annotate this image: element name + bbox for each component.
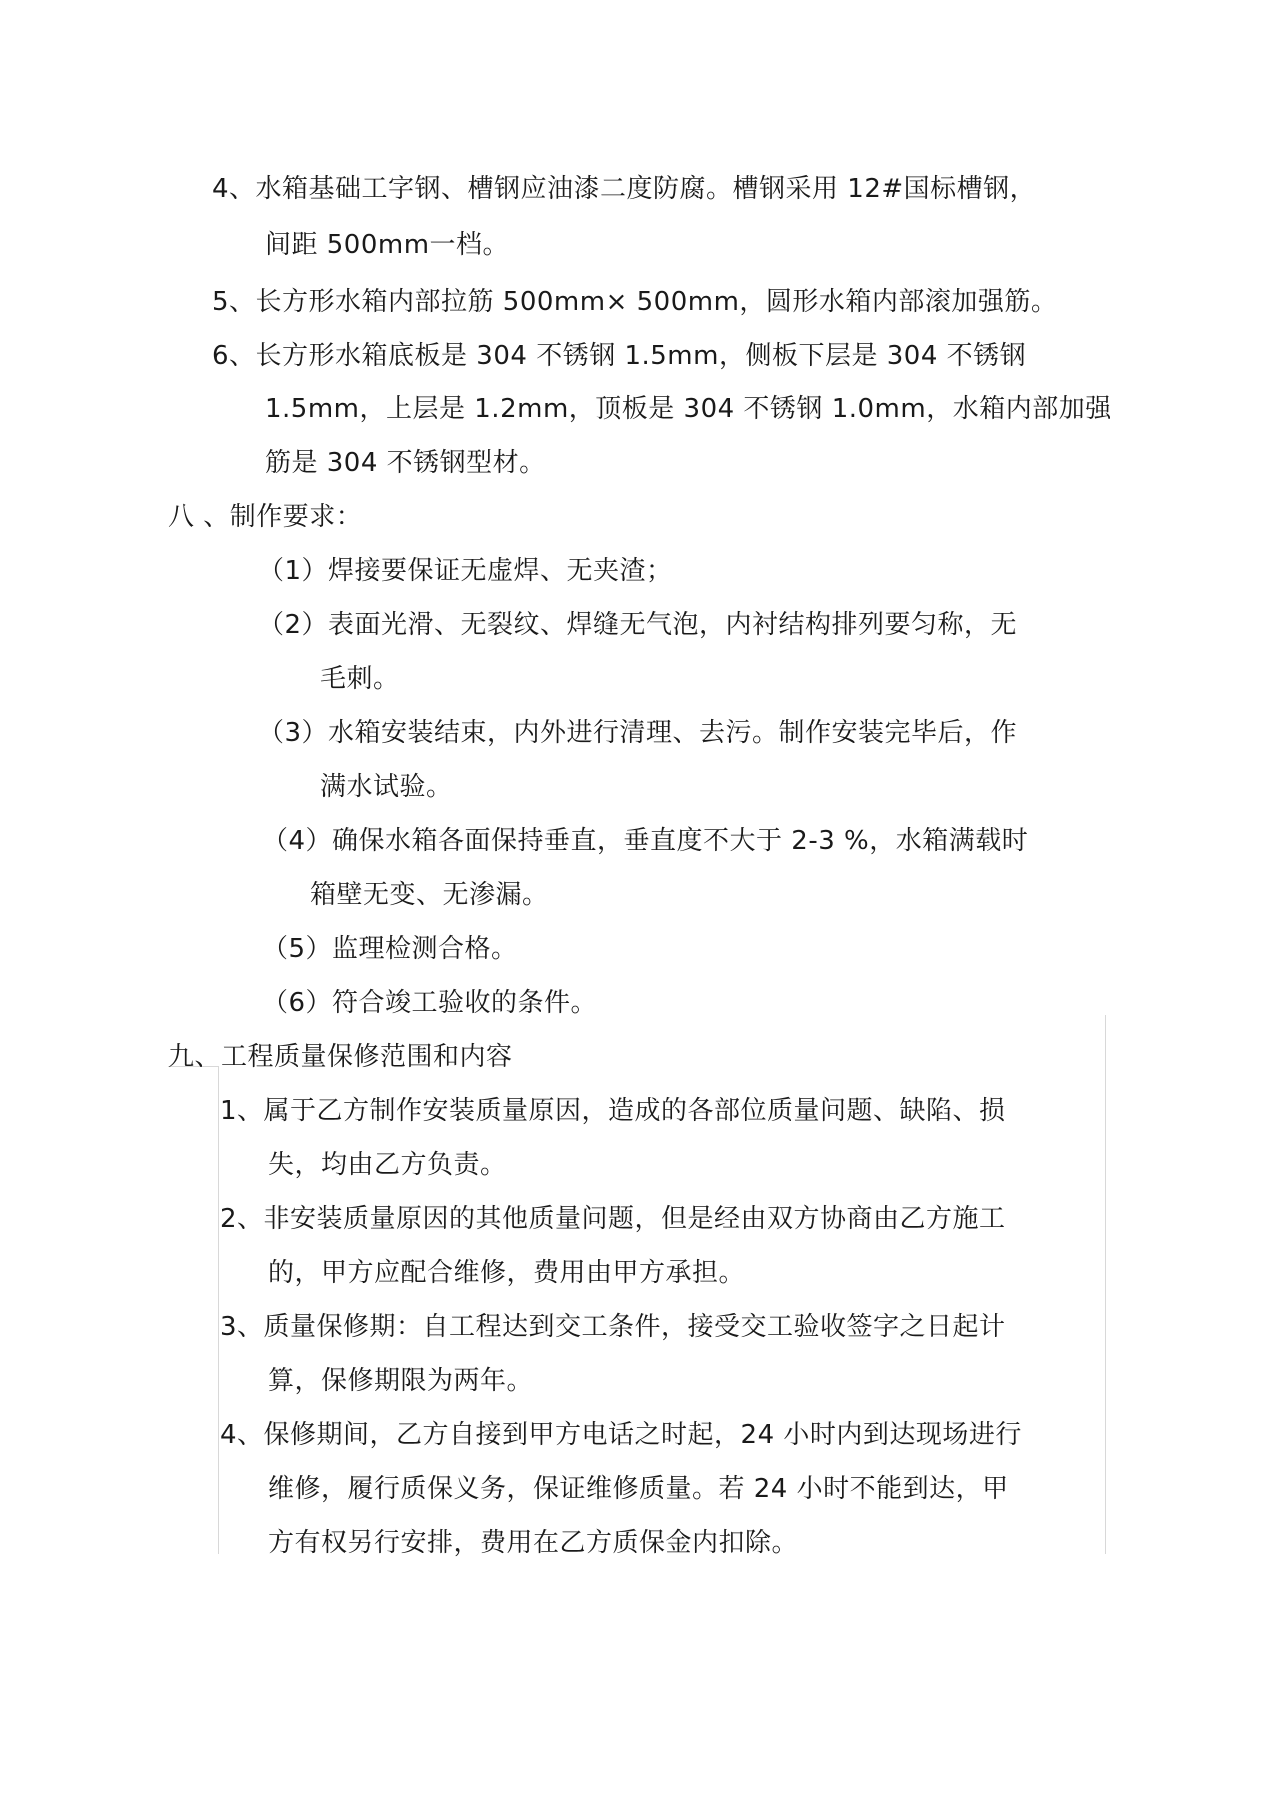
warranty-4-line-1: 4、保修期间，乙方自接到甲方电话之时起，24 小时内到达现场进行 xyxy=(220,1420,1022,1450)
warranty-2-line-1: 2、非安装质量原因的其他质量问题，但是经由双方协商由乙方施工 xyxy=(220,1204,1006,1234)
frame-right-line xyxy=(1105,1015,1106,1554)
frame-left-line xyxy=(218,1066,219,1554)
item-6-line-3: 筋是 304 不锈钢型材。 xyxy=(265,448,546,478)
item-6-line-1: 6、长方形水箱底板是 304 不锈钢 1.5mm，侧板下层是 304 不锈钢 xyxy=(212,341,1027,371)
req-6-line-1: （6）符合竣工验收的条件。 xyxy=(262,988,598,1018)
warranty-2-line-2: 的，甲方应配合维修，费用由甲方承担。 xyxy=(268,1258,746,1288)
req-4-line-1: （4）确保水箱各面保持垂直，垂直度不大于 2-3 %，水箱满载时 xyxy=(262,826,1029,856)
req-3-line-2: 满水试验。 xyxy=(320,772,453,802)
warranty-1-line-1: 1、属于乙方制作安装质量原因，造成的各部位质量问题、缺陷、损 xyxy=(220,1096,1006,1126)
req-2-line-1: （2）表面光滑、无裂纹、焊缝无气泡，内衬结构排列要匀称，无 xyxy=(258,610,1018,640)
warranty-4-line-2: 维修，履行质保义务，保证维修质量。若 24 小时不能到达，甲 xyxy=(268,1474,1009,1504)
item-6-line-2: 1.5mm，上层是 1.2mm，顶板是 304 不锈钢 1.0mm，水箱内部加强 xyxy=(265,394,1112,424)
section-8-heading: 八 、制作要求： xyxy=(168,502,363,532)
warranty-4-line-3: 方有权另行安排，费用在乙方质保金内扣除。 xyxy=(268,1528,799,1558)
req-2-line-2: 毛刺。 xyxy=(320,664,400,694)
warranty-3-line-2: 算，保修期限为两年。 xyxy=(268,1366,534,1396)
item-4-line-2: 间距 500mm一档。 xyxy=(265,230,510,260)
req-3-line-1: （3）水箱安装结束，内外进行清理、去污。制作安装完毕后，作 xyxy=(258,718,1018,748)
warranty-1-line-2: 失，均由乙方负责。 xyxy=(268,1150,507,1180)
item-5-line-1: 5、长方形水箱内部拉筋 500mm× 500mm，圆形水箱内部滚加强筋。 xyxy=(212,287,1058,317)
req-1-line-1: （1）焊接要保证无虚焊、无夹渣； xyxy=(258,556,673,586)
req-4-line-2: 箱壁无变、无渗漏。 xyxy=(310,880,549,910)
req-5-line-1: （5）监理检测合格。 xyxy=(262,934,518,964)
warranty-3-line-1: 3、质量保修期：自工程达到交工条件，接受交工验收签字之日起计 xyxy=(220,1312,1006,1342)
section-9-heading: 九、工程质量保修范围和内容 xyxy=(168,1042,513,1072)
item-4-line-1: 4、水箱基础工字钢、槽钢应油漆二度防腐。槽钢采用 12#国标槽钢， xyxy=(212,174,1037,204)
